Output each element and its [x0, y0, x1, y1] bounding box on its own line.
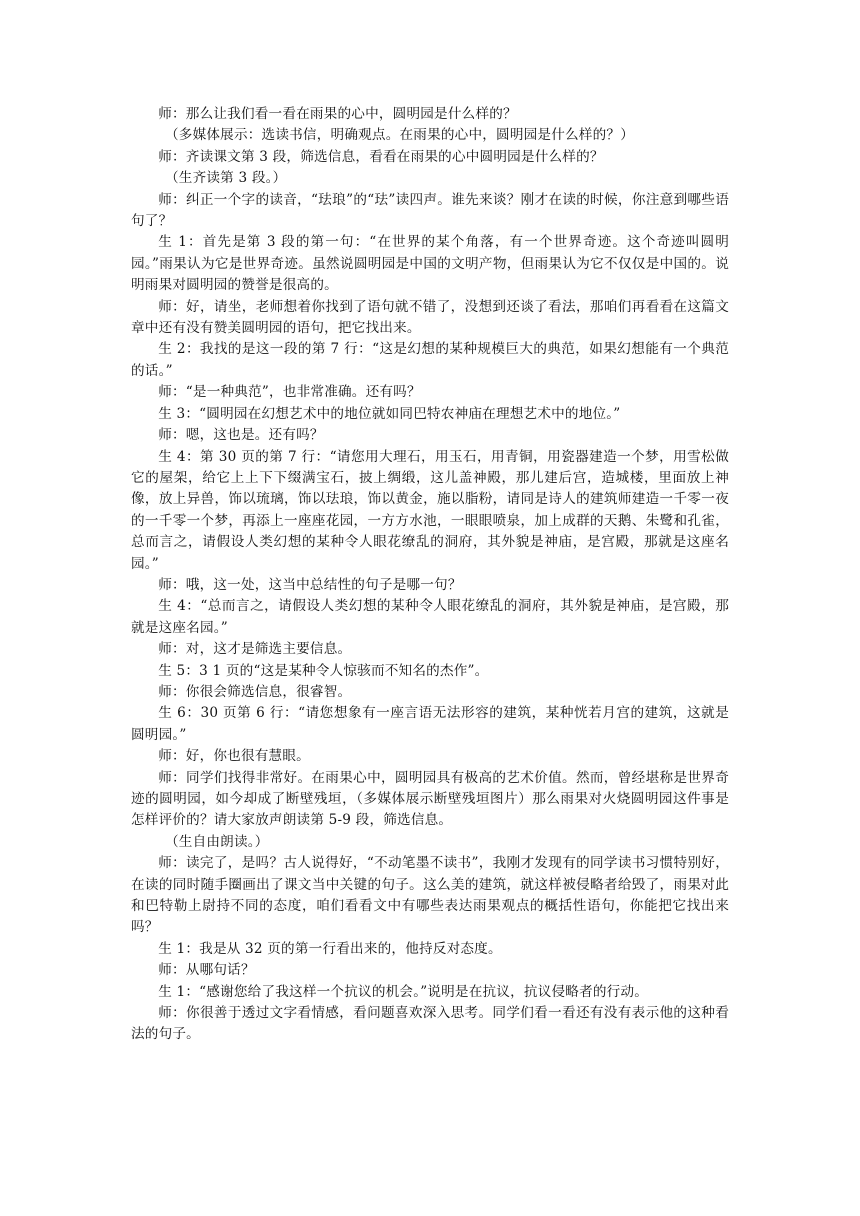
dialogue-paragraph: 生 2：我找的是这一段的第 7 行：“这是幻想的某种规模巨大的典范，如果幻想能有一个典范的话。” — [131, 341, 729, 379]
dialogue-paragraph: 师：好，请坐，老师想着你找到了语句就不错了，没想到还谈了看法，那咱们再看看在这篇文章中还有没有赞美圆明园的语句，把它找出来。 — [131, 298, 729, 337]
dialogue-paragraph: 师：嗯，这也是。还有吗？ — [158, 427, 324, 444]
dialogue-paragraph: 生 1：首先是第 3 段的第一句：“在世界的某个角落，有一个世界奇迹。这个奇迹叫圆明园。”雨果认为它是世界奇迹。虽然说圆明园是中国的文明产物，但雨果认为它不仅仅是中国的。说明雨果对圆明园的赞誉是很高的。 — [131, 234, 729, 294]
dialogue-paragraph: 生 3：“圆明园在幻想艺术中的地位就如同巴特农神庙在理想艺术中的地位。” — [158, 405, 621, 422]
dialogue-paragraph: 师：对，这才是筛选主要信息。 — [158, 641, 352, 658]
dialogue-paragraph: 生 6：30 页第 6 行：“请您想象有一座言语无法形容的建筑，某种恍若月宫的建筑，这就是圆明园。” — [131, 705, 729, 743]
dialogue-paragraph: 师：纠正一个字的读音，“珐琅”的“珐”读四声。谁先来谈？刚才在读的时候，你注意到哪些语句了？ — [131, 191, 729, 230]
dialogue-paragraph: 师：哦，这一处，这当中总结性的句子是哪一句？ — [158, 576, 462, 593]
dialogue-paragraph: 师：好，你也很有慧眼。 — [158, 748, 310, 765]
dialogue-paragraph: 师：那么让我们看一看在雨果的心中，圆明园是什么样的？ — [158, 106, 517, 122]
stage-direction: （生齐读第 3 段。） — [165, 170, 287, 187]
dialogue-paragraph: 生 1：我是从 32 页的第一行看出来的，他持反对态度。 — [158, 940, 502, 957]
dialogue-paragraph: 生 1：“感谢您给了我这样一个抗议的机会。”说明是在抗议，抗议侵略者的行动。 — [158, 983, 649, 1000]
dialogue-paragraph: 师：“是一种典范”，也非常准确。还有吗？ — [158, 384, 421, 401]
dialogue-paragraph: 师：你很善于透过文字看情感，看问题喜欢深入思考。同学们看一看还有没有表示他的这种看法的句子。 — [131, 1005, 729, 1043]
dialogue-paragraph: 生 4：第 30 页的第 7 行：“请您用大理石，用玉石，用青铜，用瓷器建造一个梦，用雪松做它的屋架，给它上上下下缀满宝石，披上绸缎，这儿盖神殿，那儿建后宫，造城楼，里面放上神像，放上异兽，饰以琉璃，饰以珐琅，饰以黄金，施以脂粉，请同是诗人的建筑师建造一千零一夜的一千零一个梦，再添上一座座花园，一方方水池，一眼眼喷泉，加上成群的天鹅、朱鹭和孔雀，总而言之，请假设人类幻想的某种令人眼花缭乱的洞府，其外貌是神庙，是宫殿，那就是这座名园。” — [131, 448, 729, 572]
dialogue-paragraph: 师：齐读课文第 3 段，筛选信息，看看在雨果的心中圆明园是什么样的？ — [158, 148, 604, 165]
dialogue-paragraph: 师：你很会筛选信息，很睿智。 — [158, 683, 352, 700]
stage-direction: （多媒体展示：选读书信，明确观点。在雨果的心中，圆明园是什么样的？） — [165, 127, 634, 144]
stage-direction: （生自由朗读。） — [165, 833, 269, 850]
dialogue-paragraph: 生 4：“总而言之，请假设人类幻想的某种令人眼花缭乱的洞府，其外貌是神庙，是宫殿，那就是这座名园。” — [131, 598, 729, 636]
document-page — [131, 104, 729, 1046]
dialogue-paragraph: 师：同学们找得非常好。在雨果心中，圆明园具有极高的艺术价值。然而，曾经堪称是世界奇迹的圆明园，如今却成了断壁残垣，（多媒体展示断壁残垣图片）那么雨果对火烧圆明园这件事是怎样评价的？请大家放声朗读第 5-9 段，筛选信息。 — [131, 769, 729, 829]
dialogue-paragraph: 生 5：3 1 页的“这是某种令人惊骇而不知名的杰作”。 — [158, 662, 489, 679]
dialogue-paragraph: 师：从哪句话？ — [158, 962, 255, 979]
dialogue-paragraph: 师：读完了，是吗？古人说得好，“不动笔墨不读书”，我刚才发现有的同学读书习惯特别好，在读的同时随手圈画出了课文当中关键的句子。这么美的建筑，就这样被侵略者给毁了，雨果对此和巴特勒上尉持不同的态度，咱们看看文中有哪些表达雨果观点的概括性语句，你能把它找出来吗？ — [131, 855, 729, 936]
